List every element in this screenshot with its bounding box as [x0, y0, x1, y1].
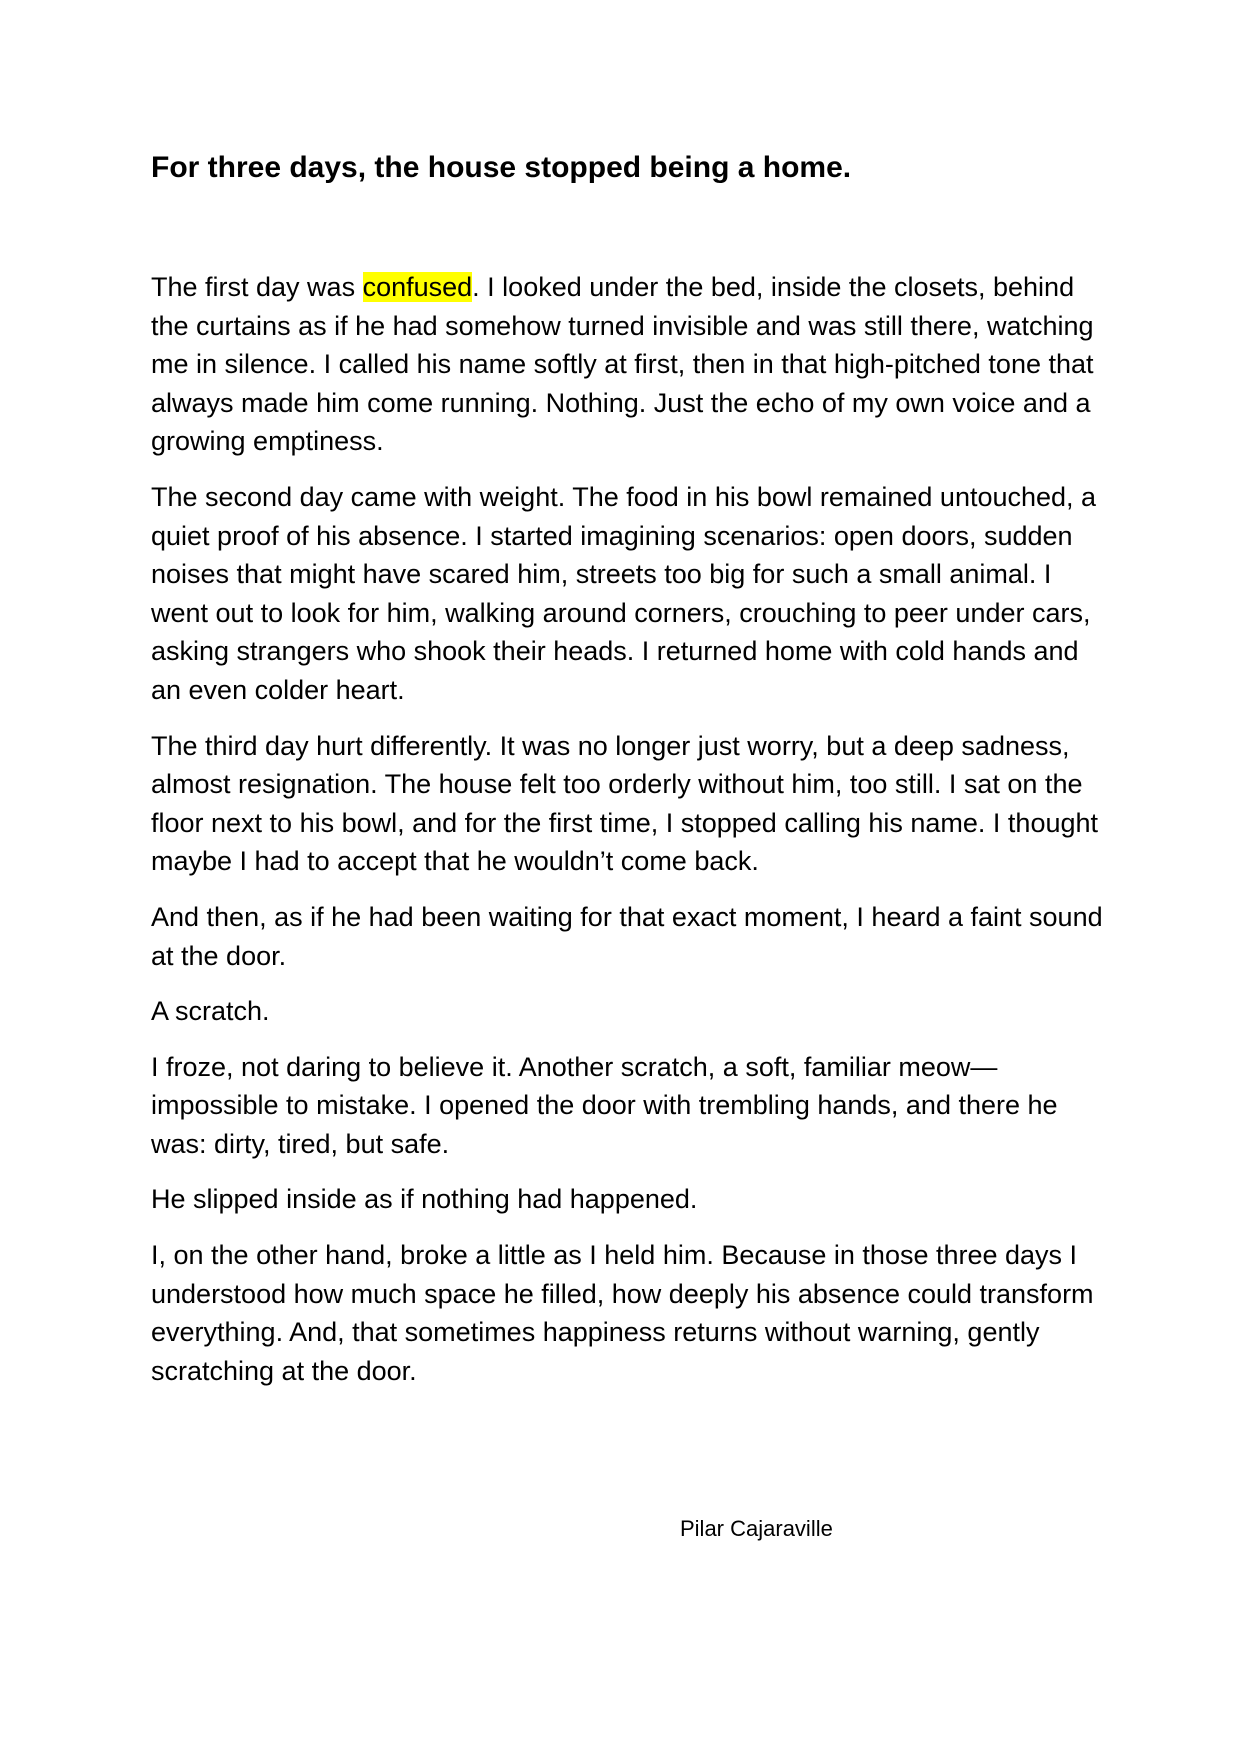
- highlighted-word: confused: [362, 272, 473, 302]
- paragraph-7: He slipped inside as if nothing had happened.: [151, 1184, 698, 1215]
- paragraph-1-after: . I looked under the bed, inside the closets, behind the curtains as if he had somehow turned invisible and was still there, watching me in silence. I called his name softly at first, then in that high-pitched tone that always made him come running. Nothing. Just the echo of my own voice and a growing emptiness.: [151, 272, 1094, 457]
- paragraph-6: I froze, not daring to believe it. Another scratch, a soft, familiar meow—impossible to mistake. I opened the door with trembling hands, and there he was: dirty, tired, but safe.: [151, 1051, 1058, 1159]
- paragraph-2: The second day came with weight. The food in his bowl remained untouched, a quiet proof of his absence. I started imagining scenarios: open doors, sudden noises that might have scared him, streets too big for such a small animal. I went out to look for him, walking around corners, crouching to peer under cars, asking strangers who shook their heads. I returned home with cold hands and an even colder heart.: [151, 481, 1097, 705]
- paragraph-1-before: The first day was: [151, 272, 363, 302]
- paragraph-4: And then, as if he had been waiting for that exact moment, I heard a faint sound at the door.: [151, 901, 1103, 971]
- author-signature: Pilar Cajaraville: [680, 1516, 833, 1541]
- document-body: [151, 268, 1111, 1407]
- document-title: For three days, the house stopped being a home.: [151, 151, 852, 184]
- paragraph-5: A scratch.: [151, 996, 270, 1027]
- paragraph-8: I, on the other hand, broke a little as I held him. Because in those three days I understood how much space he filled, how deeply his absence could transform everything. And, that sometimes happiness returns without warning, gently scratching at the door.: [151, 1240, 1094, 1386]
- paragraph-1: [151, 268, 1111, 461]
- paragraph-3: The third day hurt differently. It was no longer just worry, but a deep sadness, almost resignation. The house felt too orderly without him, too still. I sat on the floor next to his bowl, and for the first time, I stopped calling his name. I thought maybe I had to accept that he wouldn’t come back.: [151, 730, 1099, 877]
